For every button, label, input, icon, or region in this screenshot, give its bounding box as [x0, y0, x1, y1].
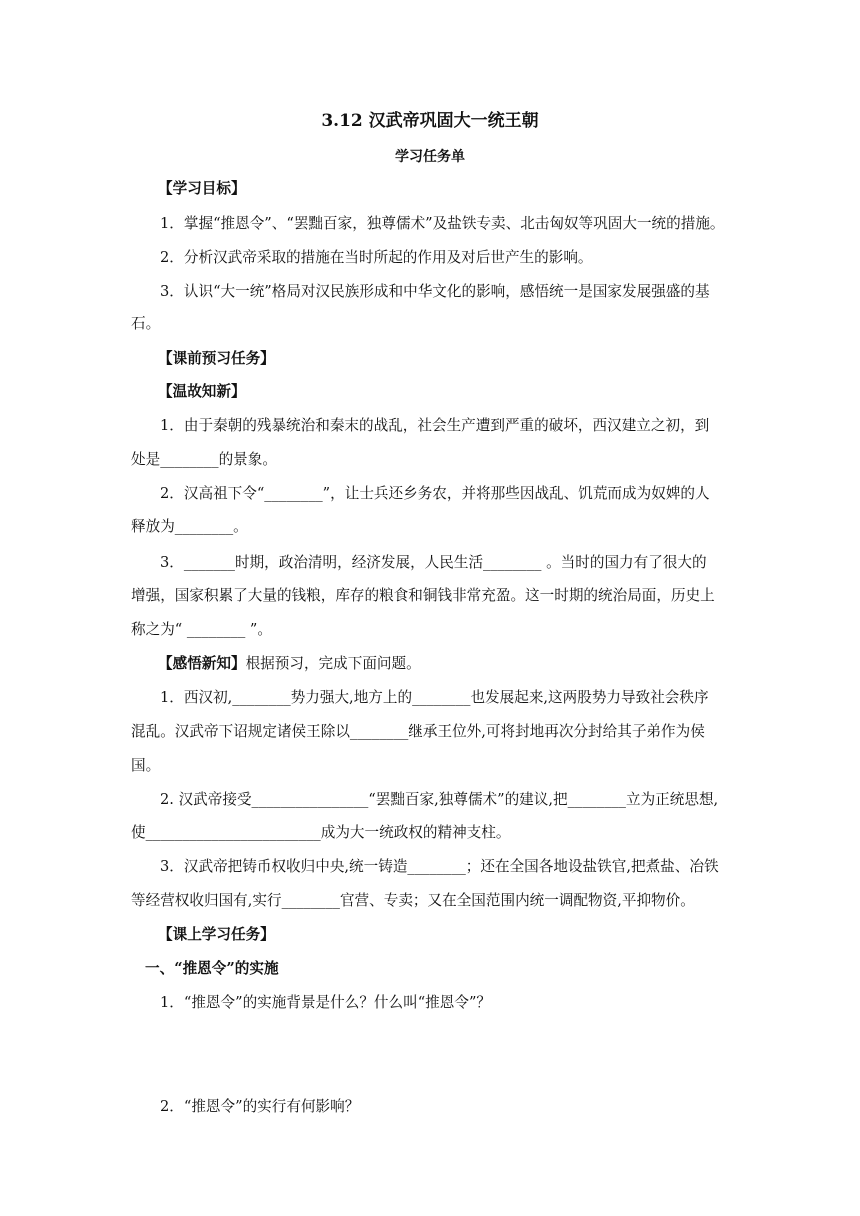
review-heading: 【温故知新】	[158, 383, 246, 400]
review-item-3-line-2: 增强，国家积累了大量的钱粮，库存的粮食和铜钱非常充盈。这一时期的统治局面，历史上	[131, 587, 715, 604]
question-1: 1．“推恩令”的实施背景是什么？什么叫“推恩令”？	[160, 994, 492, 1011]
question-2: 2．“推恩令”的实行有何影响？	[160, 1098, 360, 1115]
new-item-3-line-2: 等经营权收归国有,实行________官营、专卖；又在全国范围内统一调配物资,平抑物价。	[131, 892, 695, 909]
answer-space-1[interactable]	[131, 1020, 741, 1086]
in-class-tasks-heading: 【课上学习任务】	[158, 926, 275, 943]
review-item-2-line-1: 2．汉高祖下令“________”，让士兵还乡务农，并将那些因战乱、饥荒而成为奴婢的人	[160, 485, 710, 502]
new-item-1-line-2: 混乱。汉武帝下诏规定诸侯王除以________继承王位外,可将封地再次分封给其子弟作为侯	[131, 723, 705, 740]
new-knowledge-intro: 根据预习，完成下面问题。	[245, 655, 421, 672]
new-item-1-line-1: 1．西汉初,________势力强大,地方上的________也发展起来,这两股势力导致社会秩序	[160, 689, 709, 706]
review-item-3-line-1: 3．_______时期，政治清明，经济发展，人民生活________ 。当时的国力有了很大的	[160, 554, 707, 571]
learning-goals-heading: 【学习目标】	[158, 180, 246, 197]
new-item-3-line-1: 3．汉武帝把铸币权收归中央,统一铸造________；还在全国各地设盐铁官,把煮盐、冶铁	[160, 858, 719, 875]
new-knowledge-heading: 【感悟新知】	[158, 655, 246, 672]
section-1-heading: 一、“推恩令”的实施	[145, 960, 279, 977]
new-item-1-line-3: 国。	[131, 757, 161, 774]
goal-item-3-line-1: 3．认识“大一统”格局对汉民族形成和中华文化的影响，感悟统一是国家发展强盛的基	[160, 283, 710, 300]
goal-item-2: 2．分析汉武帝采取的措施在当时所起的作用及对后世产生的影响。	[160, 249, 593, 266]
review-item-1-line-1: 1．由于秦朝的残暴统治和秦末的战乱，社会生产遭到严重的破坏，西汉建立之初，到	[160, 417, 710, 434]
preview-tasks-heading: 【课前预习任务】	[158, 350, 275, 367]
document-title: 3.12 汉武帝巩固大一统王朝	[321, 111, 539, 131]
goal-item-3-line-2: 石。	[131, 315, 161, 332]
goal-item-1: 1．掌握“推恩令”、“罢黜百家，独尊儒术”及盐铁专卖、北击匈奴等巩固大一统的措施。	[160, 215, 725, 232]
review-item-1-line-2: 处是________的景象。	[131, 451, 277, 468]
document-subtitle: 学习任务单	[395, 149, 465, 165]
review-item-3-line-3: 称之为“ ________ ”。	[131, 621, 272, 638]
review-item-2-line-2: 释放为________。	[131, 518, 248, 535]
new-item-2-line-1: 2. 汉武帝接受________________“罢黜百家,独尊儒术”的建议,把________立为正统思想,	[160, 791, 719, 808]
new-item-2-line-2: 使________________________成为大一统政权的精神支柱。	[131, 824, 511, 841]
new-knowledge-paragraph	[158, 654, 768, 674]
